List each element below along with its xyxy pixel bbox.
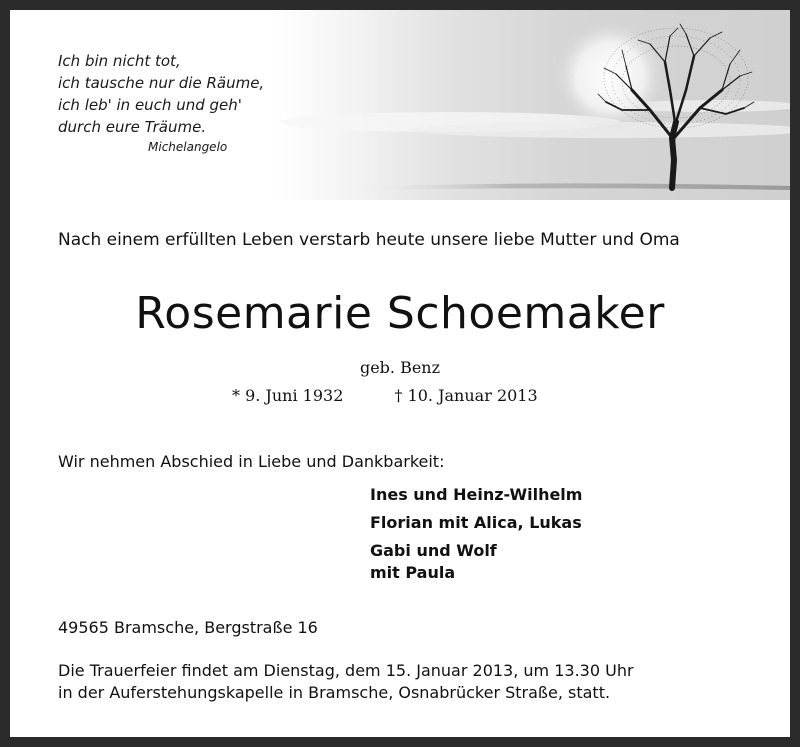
- poem-block: [58, 50, 264, 156]
- life-dates: [232, 386, 538, 405]
- death-date: † 10. Januar 2013: [394, 386, 538, 405]
- birth-date: * 9. Juni 1932: [232, 386, 344, 405]
- intro-text: Nach einem erfüllten Leben verstarb heute unsere liebe Mutter und Oma: [58, 230, 680, 250]
- family-member: Ines und Heinz-Wilhelm: [370, 485, 583, 504]
- family-list: [370, 484, 582, 584]
- service-info: [58, 660, 634, 704]
- poem-line: ich tausche nur die Räume,: [58, 74, 265, 92]
- family-member: mit Paula: [370, 563, 456, 582]
- service-line: Die Trauerfeier findet am Dienstag, dem 15. Januar 2013, um 13.30 Uhr: [58, 661, 634, 680]
- farewell-text: Wir nehmen Abschied in Liebe und Dankbarkeit:: [58, 452, 445, 471]
- family-member: Gabi und Wolf: [370, 541, 497, 560]
- poem-author: Michelangelo: [148, 140, 228, 154]
- poem-line: durch eure Träume.: [58, 118, 207, 136]
- sun-icon: [554, 20, 666, 132]
- poem-line: Ich bin nicht tot,: [58, 52, 181, 70]
- address-text: 49565 Bramsche, Bergstraße 16: [58, 618, 318, 637]
- header-banner: [10, 10, 790, 200]
- family-member: Florian mit Alica, Lukas: [370, 513, 582, 532]
- poem-line: ich leb' in euch und geh': [58, 96, 242, 114]
- maiden-name: geb. Benz: [359, 358, 441, 377]
- deceased-name: Rosemarie Schoemaker: [135, 288, 665, 339]
- service-line: in der Auferstehungskapelle in Bramsche, Osnabrücker Straße, statt.: [58, 683, 611, 702]
